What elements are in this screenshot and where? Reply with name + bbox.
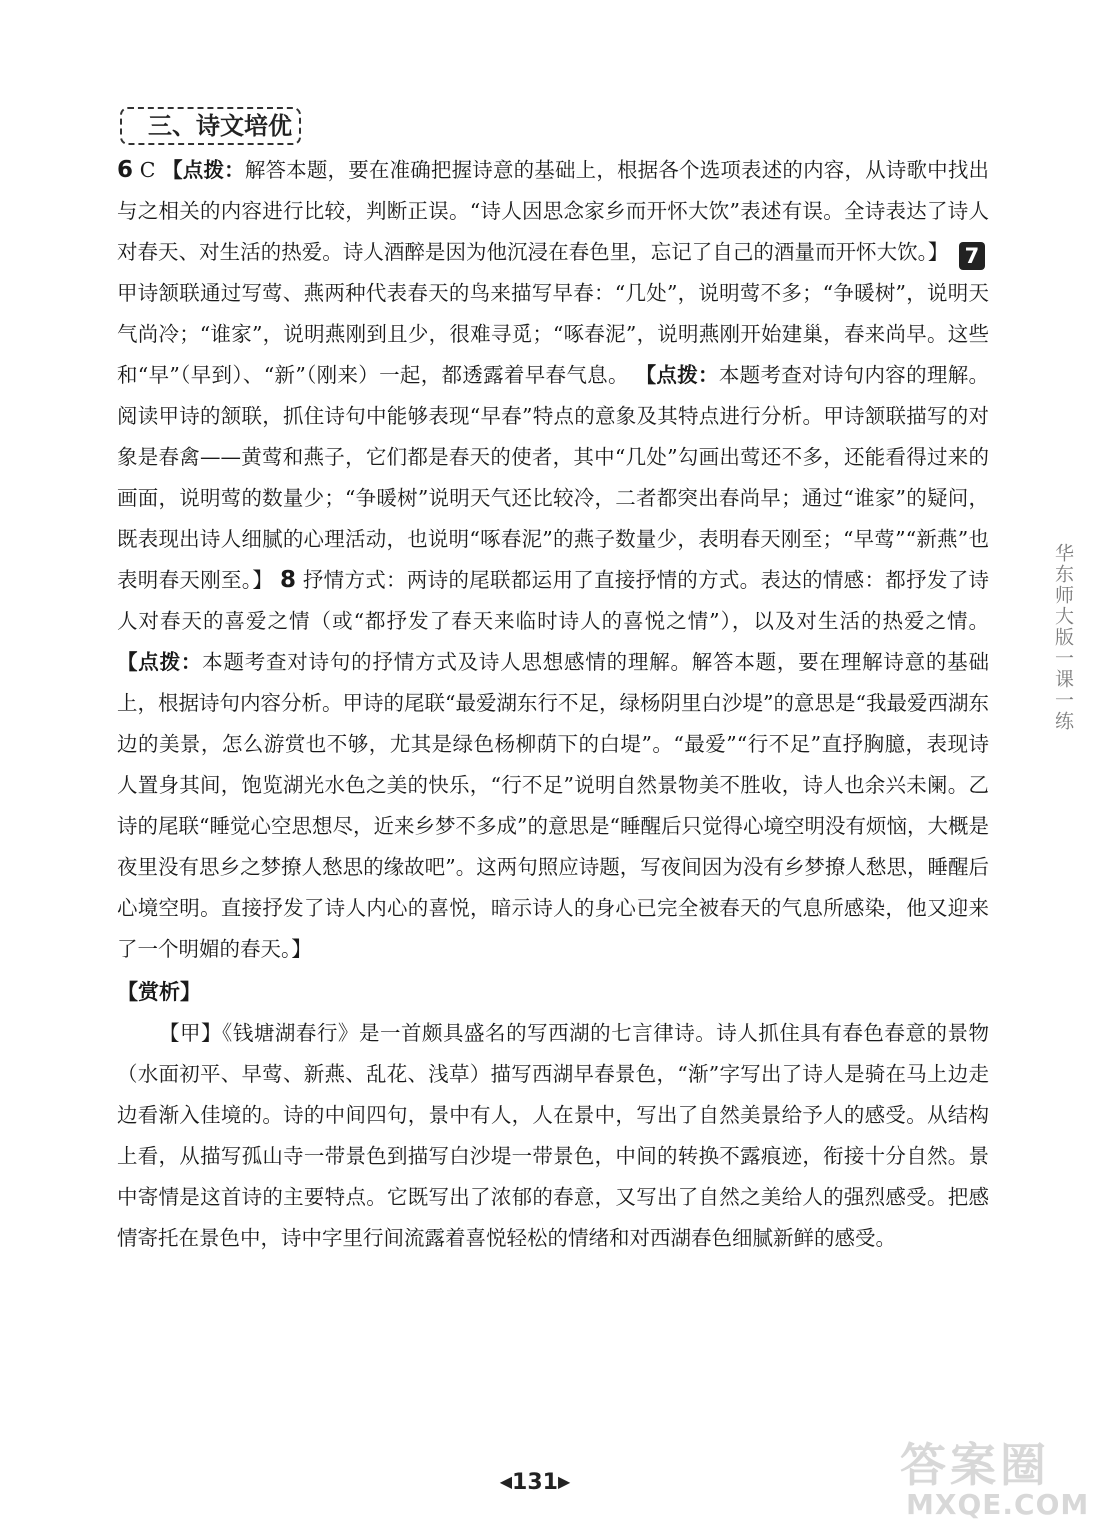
- answer-6: C: [139, 158, 156, 182]
- answer-8: 抒情方式：两诗的尾联都运用了直接抒情的方式。表达的情感：都抒发了诗人对春天的喜爱之情（或“都抒发了春天来临时诗人的喜悦之情”），以及对生活的热爱之情。: [117, 568, 989, 633]
- question-number-6: 6: [117, 157, 134, 183]
- watermark: [900, 1440, 1100, 1530]
- answer-body: [117, 150, 989, 1259]
- tip-label-8: 【点拨：: [117, 650, 203, 674]
- left-arrow-icon: ◀: [499, 1472, 513, 1491]
- question-number-7: 7: [959, 242, 985, 270]
- tip-label-6: 【点拨：: [162, 158, 245, 182]
- answer-7: 甲诗颔联通过写莺、燕两种代表春天的鸟来描写早春：“几处”，说明莺不多；“争暖树”，说明天气尚冷；“谁家”，说明燕刚到且少，很难寻觅；“啄春泥”，说明燕刚开始建巢，春来尚早。这些和“早”（早到）、“新”（刚来）一起，都透露着早春气息。: [117, 281, 989, 387]
- tip-label-7: 【点拨：: [635, 363, 719, 387]
- appreciation-heading: 【赏析】: [117, 980, 201, 1004]
- answer-block: [117, 150, 989, 970]
- watermark-bottom: MXQE.COM: [906, 1488, 1090, 1521]
- tip-text-8: 本题考查对诗句的抒情方式及诗人思想感情的理解。解答本题，要在理解诗意的基础上，根据诗句内容分析。甲诗的尾联“最爱湖东行不足，绿杨阴里白沙堤”的意思是“我最爱西湖东边的美景，怎么游赏也不够，尤其是绿色杨柳荫下的白堤”。“最爱”“行不足”直抒胸臆，表现诗人置身其间，饱览湖光水色之美的快乐，“行不足”说明自然景物美不胜收，诗人也余兴未阑。乙诗的尾联“睡觉心空思想尽，近来乡梦不多成”的意思是“睡醒后只觉得心境空明没有烦恼，大概是夜里没有思乡之梦撩人愁思的缘故吧”。这两句照应诗题，写夜间因为没有乡梦撩人愁思，睡醒后心境空明。直接抒发了诗人内心的喜悦，暗示诗人的身心已完全被春天的气息所感染，他又迎来了一个明媚的春天。】: [117, 650, 990, 961]
- tip-text-7: 本题考查对诗句内容的理解。阅读甲诗的颔联，抓住诗句中能够表现“早春”特点的意象及其特点进行分析。甲诗颔联描写的对象是春禽——黄莺和燕子，它们都是春天的使者，其中“几处”勾画出莺还不多，还能看得过来的画面，说明莺的数量少；“争暖树”说明天气还比较冷，二者都突出春尚早；通过“谁家”的疑问，既表现出诗人细腻的心理活动，也说明“啄春泥”的燕子数量少，表明春天刚至；“早莺”“新燕”也表明春天刚至。】: [117, 363, 990, 592]
- right-arrow-icon: ▶: [557, 1472, 571, 1491]
- side-book-title: 华东师大版一课一练: [1052, 543, 1074, 732]
- section-title: 三、诗文培优: [120, 107, 301, 145]
- page-number-value: 131: [512, 1470, 558, 1495]
- tip-text-6: 解答本题，要在准确把握诗意的基础上，根据各个选项表述的内容，从诗歌中找出与之相关的内容进行比较，判断正误。“诗人因思念家乡而开怀大饮”表述有误。全诗表达了诗人对春天、对生活的热爱。诗人酒醉是因为他沉浸在春色里，忘记了自己的酒量而开怀大饮。】: [117, 158, 990, 264]
- appreciation-paragraph: 【甲】《钱塘湖春行》是一首颇具盛名的写西湖的七言律诗。诗人抓住具有春色春意的景物（水面初平、早莺、新燕、乱花、浅草）描写西湖早春景色，“渐”字写出了诗人是骑在马上边走边看渐入佳境的。诗的中间四句，景中有人，人在景中，写出了自然美景给予人的感受。从结构上看，从描写孤山寺一带景色到描写白沙堤一带景色，中间的转换不露痕迹，衔接十分自然。景中寄情是这首诗的主要特点。它既写出了浓郁的春意，又写出了自然之美给人的强烈感受。把感情寄托在景色中，诗中字里行间流露着喜悦轻松的情绪和对西湖春色细腻新鲜的感受。: [117, 1021, 989, 1250]
- question-number-8: 8: [280, 567, 297, 593]
- watermark-top: 答案圈: [900, 1438, 1050, 1492]
- page-number: [485, 1470, 585, 1495]
